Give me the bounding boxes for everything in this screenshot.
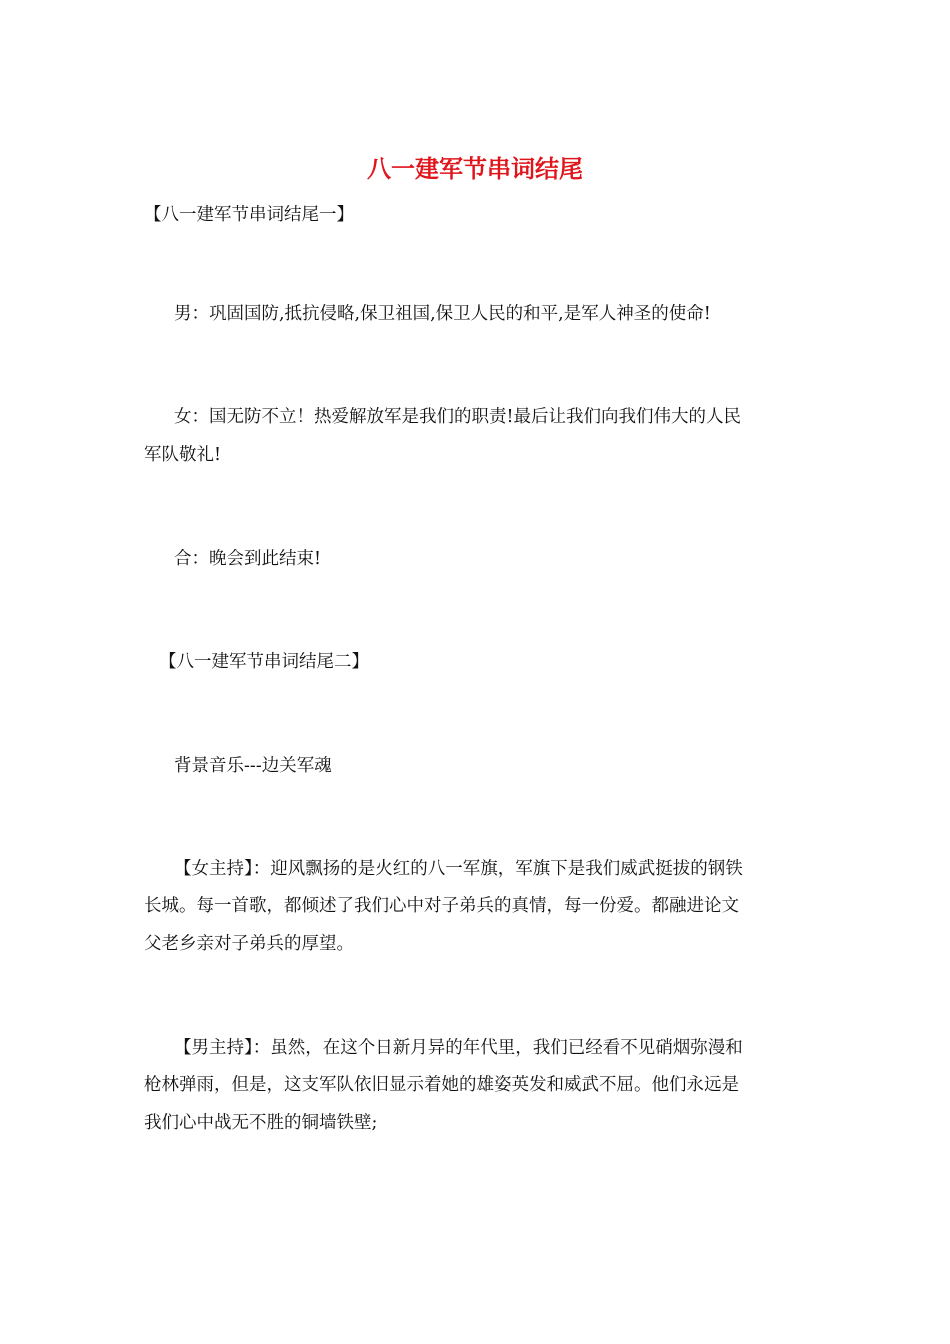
paragraph-together: 合：晚会到此结束! bbox=[174, 549, 322, 569]
section-heading-1: 【八一建军节串词结尾一】 bbox=[144, 205, 354, 225]
paragraph-female-host-line-3: 父老乡亲对子弟兵的厚望。 bbox=[144, 934, 354, 954]
paragraph-background-music: 背景音乐---边关军魂 bbox=[174, 756, 332, 776]
paragraph-male-host-line-1: 【男主持】：虽然，在这个日新月异的年代里，我们已经看不见硝烟弥漫和 bbox=[174, 1038, 743, 1058]
paragraph-female-host-line-2: 长城。每一首歌，都倾述了我们心中对子弟兵的真情，每一份爱。都融进论文 bbox=[144, 896, 739, 916]
section-heading-2: 【八一建军节串词结尾二】 bbox=[159, 652, 369, 672]
paragraph-male-1: 男：巩固国防,抵抗侵略,保卫祖国,保卫人民的和平,是军人神圣的使命! bbox=[174, 304, 711, 324]
document-title: 八一建军节串词结尾 bbox=[367, 154, 583, 183]
paragraph-female-host-line-1: 【女主持】：迎风飘扬的是火红的八一军旗，军旗下是我们威武挺拔的钢铁 bbox=[174, 859, 743, 879]
paragraph-female-1-line-1: 女：国无防不立！热爱解放军是我们的职责!最后让我们向我们伟大的人民 bbox=[174, 407, 742, 427]
paragraph-male-host-line-2: 枪林弹雨，但是，这支军队依旧显示着她的雄姿英发和威武不屈。他们永远是 bbox=[144, 1075, 739, 1095]
paragraph-male-host-line-3: 我们心中战无不胜的铜墙铁壁; bbox=[144, 1113, 378, 1133]
paragraph-female-1-line-2: 军队敬礼! bbox=[144, 445, 222, 465]
